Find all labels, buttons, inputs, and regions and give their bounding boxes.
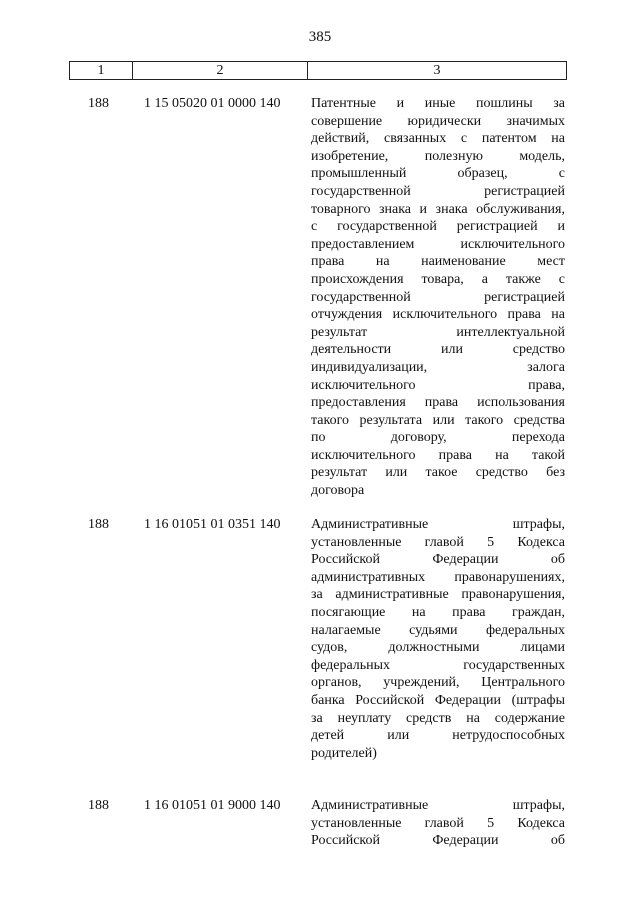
description-line: государственной регистрацией xyxy=(311,183,565,199)
table-header xyxy=(69,61,567,80)
header-column-2: 2 xyxy=(132,62,307,79)
description-line: органов, учреждений, Центрального xyxy=(311,675,565,691)
description-line: права на наименование мест xyxy=(311,254,565,270)
description-line: исключительного права, xyxy=(311,377,565,393)
description-line: детей или нетрудоспособных xyxy=(311,728,565,744)
description-line: федеральных государственных xyxy=(311,657,565,673)
description-line: Административные штрафы, xyxy=(311,798,565,813)
description xyxy=(311,797,565,850)
budget-code: 1 16 01051 01 0351 140 xyxy=(144,517,281,532)
description-line: налагаемые судьями федеральных xyxy=(311,622,565,638)
description-line: с государственной регистрацией и xyxy=(311,219,565,235)
description-line: индивидуализации, залога xyxy=(311,359,565,375)
description-line: результат интеллектуальной xyxy=(311,324,565,340)
description-line: за административные правонарушения, xyxy=(311,587,565,603)
description xyxy=(311,516,565,762)
description-line: происхождения товара, а также с xyxy=(311,271,565,287)
description-line: такого результата или такого средства xyxy=(311,412,565,428)
admin-code: 188 xyxy=(88,798,109,813)
description-line: за неуплату средств на содержание xyxy=(311,710,565,726)
description-line: деятельности или средство xyxy=(311,342,565,358)
admin-code: 188 xyxy=(88,96,109,111)
description-line: результат или такое средство без xyxy=(311,465,565,481)
budget-code: 1 16 01051 01 9000 140 xyxy=(144,798,281,813)
header-column-1: 1 xyxy=(97,63,105,78)
description-line: установленные главой 5 Кодекса xyxy=(311,815,565,831)
description-line: банка Российской Федерации (штрафы xyxy=(311,692,565,708)
page-number: 385 xyxy=(308,29,332,45)
description-line: административных правонарушениях, xyxy=(311,569,565,585)
description-line: судов, должностными лицами xyxy=(311,640,565,656)
description xyxy=(311,95,565,500)
description-line: исключительного права на такой xyxy=(311,447,565,463)
description-line: Административные штрафы, xyxy=(311,517,565,532)
description-line: по договору, перехода xyxy=(311,430,565,446)
description-line: Российской Федерации об xyxy=(311,552,565,568)
description-line: промышленный образец, с xyxy=(311,166,565,182)
description-line: предоставления права использования xyxy=(311,395,565,411)
header-column-3: 3 xyxy=(307,62,566,79)
description-line: Патентные и иные пошлины за xyxy=(311,96,565,111)
description-line: посягающие на права граждан, xyxy=(311,604,565,620)
admin-code: 188 xyxy=(88,517,109,532)
description-line: совершение юридически значимых xyxy=(311,113,565,129)
description-line: товарного знака и знака обслуживания, xyxy=(311,201,565,217)
description-line: действий, связанных с патентом на xyxy=(311,131,565,147)
description-line: Российской Федерации об xyxy=(311,833,565,849)
description-line: установленные главой 5 Кодекса xyxy=(311,534,565,550)
description-line: договора xyxy=(311,483,365,499)
description-line: государственной регистрацией xyxy=(311,289,565,305)
description-line: изобретение, полезную модель, xyxy=(311,148,565,164)
description-line: родителей) xyxy=(311,745,377,761)
description-line: отчуждения исключительного права на xyxy=(311,307,565,323)
budget-code: 1 15 05020 01 0000 140 xyxy=(144,96,281,111)
description-line: предоставлением исключительного xyxy=(311,236,565,252)
